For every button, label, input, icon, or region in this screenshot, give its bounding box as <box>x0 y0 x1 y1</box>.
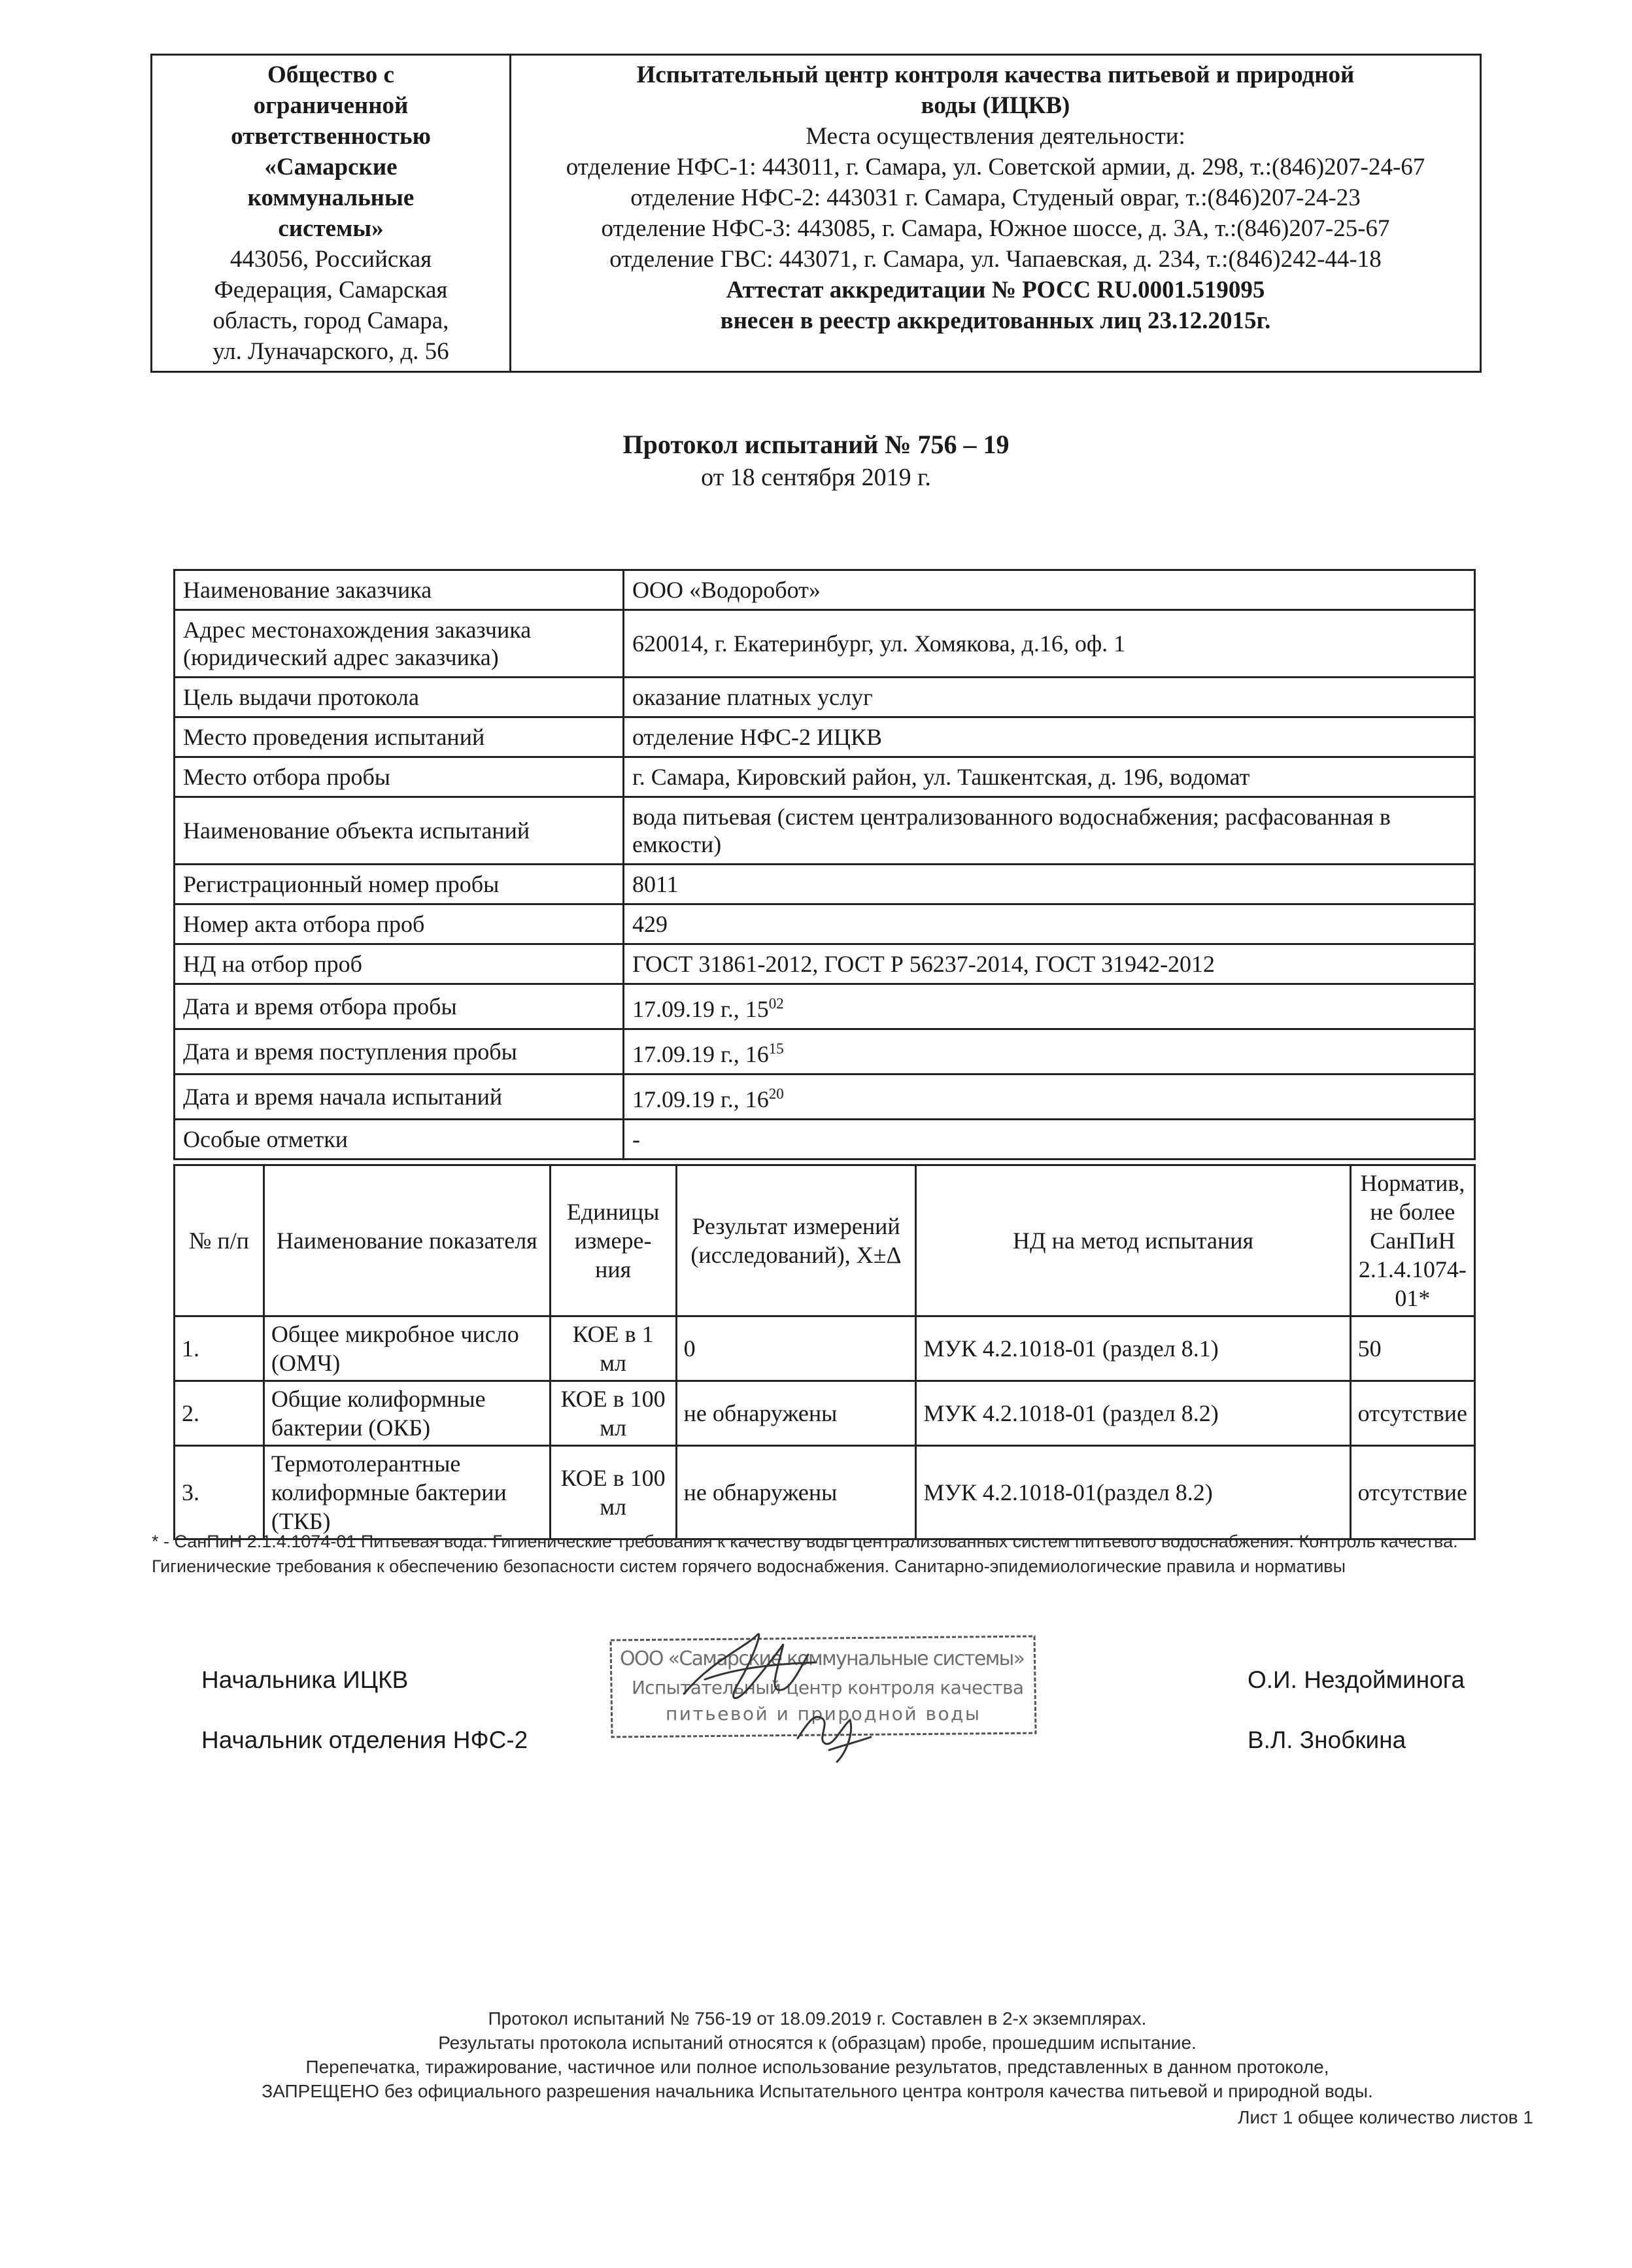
center-title-line: воды (ИЦКВ) <box>921 92 1070 119</box>
table-row <box>175 797 1475 865</box>
datetime-value: 17.09.19 г., 15 <box>632 996 769 1022</box>
time-minutes: 15 <box>768 1040 784 1057</box>
places-title: Места осуществления деятельности: <box>806 123 1185 150</box>
table-row <box>175 678 1475 717</box>
col-header-units: Единицы измере-ния <box>550 1165 676 1316</box>
place-line: отделение НФС-3: 443085, г. Самара, Южное шоссе, д. 3А, т.:(846)207-25-67 <box>601 215 1390 242</box>
organization-stamp <box>607 1622 1038 1772</box>
org-address-line: Федерация, Самарская <box>214 277 448 303</box>
norm-value: 50 <box>1350 1316 1474 1381</box>
org-name-line: ограниченной <box>253 92 409 119</box>
result-value: не обнаружены <box>676 1446 916 1539</box>
protocol-title: Протокол испытаний № 756 – 19 <box>622 430 1010 459</box>
signature-role-head: Начальника ИЦКВ <box>201 1666 409 1693</box>
col-header-norm: Норматив, не более СанПиН 2.1.4.1074-01* <box>1350 1165 1474 1316</box>
info-key: Цель выдачи протокола <box>175 678 624 717</box>
footer-line: ЗАПРЕЩЕНО без официального разрешения начальника Испытательного центра контроля качества питьевой и природной воды. <box>262 2081 1373 2101</box>
info-key: Дата и время начала испытаний <box>175 1074 624 1120</box>
protocol-heading <box>0 428 1632 494</box>
info-value <box>624 1029 1475 1074</box>
info-key: Адрес местонахождения заказчика (юридический адрес заказчика) <box>175 610 624 678</box>
footer-line: Результаты протокола испытаний относятся к (образцам) пробе, прошедшим испытание. <box>438 2033 1197 2053</box>
table-row <box>175 1316 1475 1381</box>
result-value: не обнаружены <box>676 1381 916 1446</box>
table-row <box>175 1446 1475 1539</box>
table-row <box>175 865 1475 904</box>
test-method: МУК 4.2.1018-01 (раздел 8.2) <box>916 1381 1350 1446</box>
footer-notes <box>131 2006 1504 2103</box>
time-minutes: 20 <box>768 1086 784 1102</box>
table-row <box>175 757 1475 797</box>
table-row <box>175 944 1475 984</box>
info-key: Наименование заказчика <box>175 570 624 610</box>
units: КОЕ в 1 мл <box>550 1316 676 1381</box>
test-method: МУК 4.2.1018-01 (раздел 8.1) <box>916 1316 1350 1381</box>
footnote-line: * - СанПиН 2.1.4.1074-01 Питьевая вода. Гигиенические требования к качеству воды централизованных систем питьевого водоснабжения. Контроль качества. <box>152 1532 1458 1551</box>
indicator-name: Общее микробное число (ОМЧ) <box>264 1316 550 1381</box>
test-center-cell <box>511 55 1481 372</box>
header-block <box>150 54 1482 373</box>
organization-cell <box>152 55 511 372</box>
info-value: ООО «Водоробот» <box>624 570 1475 610</box>
row-number: 1. <box>175 1316 264 1381</box>
indicator-name: Общие колиформные бактерии (ОКБ) <box>264 1381 550 1446</box>
org-address-line: область, город Самара, <box>212 307 449 334</box>
stamp-text <box>620 1647 1025 1725</box>
col-header-result: Результат измерений (исследований), Х±Δ <box>676 1165 916 1316</box>
table-row <box>175 1120 1475 1160</box>
accreditation-line: внесен в реестр аккредитованных лиц 23.12.2015г. <box>720 307 1271 334</box>
info-value: отделение НФС-2 ИЦКВ <box>624 717 1475 757</box>
signature-role-department: Начальник отделения НФС-2 <box>201 1727 528 1753</box>
info-key: Место отбора пробы <box>175 757 624 797</box>
table-row <box>175 570 1475 610</box>
org-address-line: ул. Луначарского, д. 56 <box>212 338 449 365</box>
info-key: Место проведения испытаний <box>175 717 624 757</box>
info-value: оказание платных услуг <box>624 678 1475 717</box>
org-address-line: 443056, Российская <box>230 246 432 273</box>
org-name-line: Общество с <box>267 61 394 88</box>
org-name-line: ответственностью <box>231 123 431 150</box>
stamp-line: питьевой и природной воды <box>666 1703 979 1725</box>
info-value: г. Самара, Кировский район, ул. Ташкентская, д. 196, водомат <box>624 757 1475 797</box>
info-key: Регистрационный номер пробы <box>175 865 624 904</box>
table-row <box>175 1074 1475 1120</box>
indicator-name: Термотолерантные колиформные бактерии (ТКБ) <box>264 1446 550 1539</box>
place-line: отделение НФС-1: 443011, г. Самара, ул. Советской армии, д. 298, т.:(846)207-24-67 <box>566 154 1425 180</box>
info-key: Особые отметки <box>175 1120 624 1160</box>
info-value <box>624 1074 1475 1120</box>
table-row <box>175 717 1475 757</box>
signature-name-head: О.И. Нездойминога <box>1248 1666 1465 1693</box>
info-value: 620014, г. Екатеринбург, ул. Хомякова, д.16, оф. 1 <box>624 610 1475 678</box>
results-header-row <box>175 1165 1475 1316</box>
table-row <box>175 904 1475 944</box>
org-name-line: системы» <box>278 215 384 242</box>
info-key: Наименование объекта испытаний <box>175 797 624 865</box>
table-row <box>175 1381 1475 1446</box>
info-value: вода питьевая (систем централизованного водоснабжения; расфасованная в емкости) <box>624 797 1475 865</box>
info-value: - <box>624 1120 1475 1160</box>
datetime-value: 17.09.19 г., 16 <box>632 1086 769 1112</box>
info-key: Дата и время отбора пробы <box>175 984 624 1029</box>
stamp-line: Испытательный центр контроля качества <box>632 1677 1024 1698</box>
table-row <box>175 984 1475 1029</box>
units: КОЕ в 100 мл <box>550 1381 676 1446</box>
stamp-line: ООО «Самарские коммунальные системы» <box>620 1647 1025 1670</box>
col-header-number: № п/п <box>175 1165 264 1316</box>
info-value <box>624 984 1475 1029</box>
footnote-line: Гигиенические требования к обеспечению безопасности систем горячего водоснабжения. Санитарно-эпидемиологические правила и нормативы <box>152 1556 1346 1576</box>
row-number: 2. <box>175 1381 264 1446</box>
org-name-line: «Самарские <box>264 154 398 180</box>
sample-info-table <box>173 569 1476 1160</box>
signature-name-department: В.Л. Знобкина <box>1248 1727 1406 1753</box>
center-title-line: Испытательный центр контроля качества питьевой и природной <box>636 61 1355 88</box>
footnote <box>152 1529 1486 1579</box>
protocol-date: от 18 сентября 2019 г. <box>701 464 931 491</box>
row-number: 3. <box>175 1446 264 1539</box>
norm-value: отсутствие <box>1350 1446 1474 1539</box>
results-table <box>173 1164 1476 1540</box>
sheet-count: Лист 1 общее количество листов 1 <box>1238 2107 1533 2127</box>
datetime-value: 17.09.19 г., 16 <box>632 1041 769 1067</box>
info-key: НД на отбор проб <box>175 944 624 984</box>
footer-line: Протокол испытаний № 756-19 от 18.09.2019 г. Составлен в 2-х экземплярах. <box>488 2008 1147 2029</box>
col-header-name: Наименование показателя <box>264 1165 550 1316</box>
col-header-method: НД на метод испытания <box>916 1165 1350 1316</box>
result-value: 0 <box>676 1316 916 1381</box>
table-row <box>175 1029 1475 1074</box>
info-key: Номер акта отбора проб <box>175 904 624 944</box>
norm-value: отсутствие <box>1350 1381 1474 1446</box>
info-value: ГОСТ 31861-2012, ГОСТ Р 56237-2014, ГОСТ 31942-2012 <box>624 944 1475 984</box>
units: КОЕ в 100 мл <box>550 1446 676 1539</box>
info-value: 429 <box>624 904 1475 944</box>
table-row <box>175 610 1475 678</box>
info-value: 8011 <box>624 865 1475 904</box>
info-key: Дата и время поступления пробы <box>175 1029 624 1074</box>
accreditation-line: Аттестат аккредитации № РОСС RU.0001.519095 <box>726 277 1265 303</box>
org-name-line: коммунальные <box>247 184 415 211</box>
place-line: отделение НФС-2: 443031 г. Самара, Студеный овраг, т.:(846)207-24-23 <box>630 184 1361 211</box>
time-minutes: 02 <box>768 995 784 1012</box>
footer-line: Перепечатка, тиражирование, частичное или полное использование результатов, представленных в данном протоколе, <box>305 2057 1329 2077</box>
test-method: МУК 4.2.1018-01(раздел 8.2) <box>916 1446 1350 1539</box>
place-line: отделение ГВС: 443071, г. Самара, ул. Чапаевская, д. 234, т.:(846)242-44-18 <box>609 246 1382 273</box>
